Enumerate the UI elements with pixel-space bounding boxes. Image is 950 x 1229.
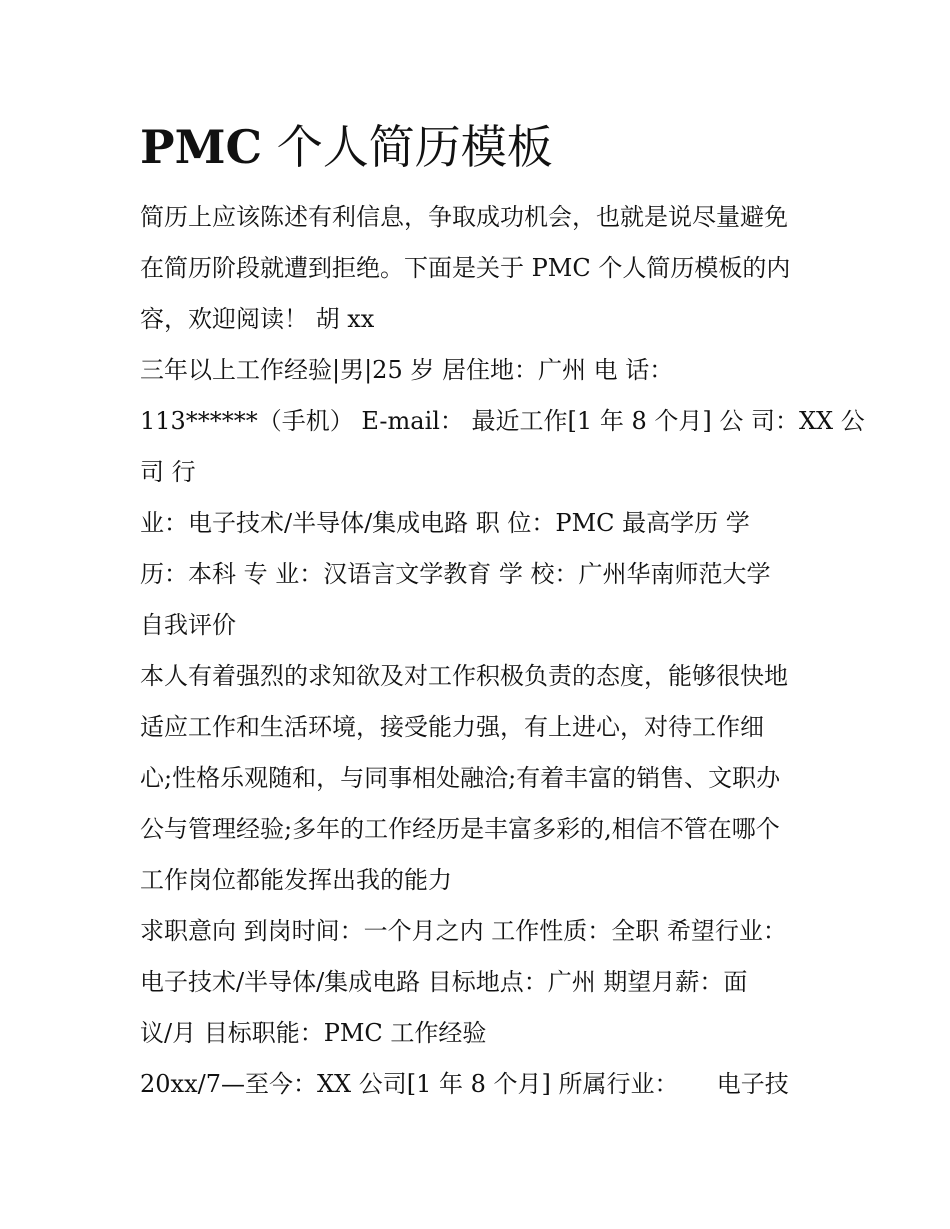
self-evaluation-line: 工作岗位都能发挥出我的能力 (140, 866, 452, 894)
basic-info-line: 三年以上工作经验|男|25 岁 居住地：广州 电 话： (140, 356, 674, 384)
education-line: 历：本科 专 业：汉语言文学教育 学 校：广州华南师范大学 (140, 560, 771, 588)
job-intention-line: 求职意向 到岗时间：一个月之内 工作性质：全职 希望行业： (140, 917, 787, 945)
document-title (140, 112, 840, 182)
work-experience-line: 20xx/7—至今：XX 公司[1 年 8 个月] 所属行业： 电子技 (140, 1070, 789, 1098)
job-intention-line: 议/月 目标职能：PMC 工作经验 (140, 1019, 487, 1047)
contact-info-line: 113******（手机） E-mail： 最近工作[1 年 8 个月] 公 司：XX 公 (140, 407, 865, 435)
job-intention-line: 电子技术/半导体/集成电路 目标地点：广州 期望月薪：面 (140, 968, 748, 996)
body-line: 简历上应该陈述有利信息，争取成功机会，也就是说尽量避免 (140, 203, 788, 231)
title-chinese-part: 个人简历模板 (262, 120, 553, 174)
self-evaluation-line: 适应工作和生活环境，接受能力强，有上进心，对待工作细 (140, 713, 764, 741)
self-evaluation-line: 公与管理经验;多年的工作经历是丰富多彩的,相信不管在哪个 (140, 815, 780, 843)
title-latin-part: PMC (140, 120, 263, 174)
document-page (140, 112, 865, 1110)
body-line: 容，欢迎阅读！ 胡 xx (140, 305, 375, 333)
body-line: 司 行 (140, 458, 196, 486)
self-evaluation-line: 心;性格乐观随和，与同事相处融洽;有着丰富的销售、文职办 (140, 764, 781, 792)
body-line: 在简历阶段就遭到拒绝。下面是关于 PMC 个人简历模板的内 (140, 254, 791, 282)
industry-position-line: 业：电子技术/半导体/集成电路 职 位：PMC 最高学历 学 (140, 509, 750, 537)
self-evaluation-heading: 自我评价 (140, 611, 236, 639)
self-evaluation-line: 本人有着强烈的求知欲及对工作积极负责的态度，能够很快地 (140, 662, 788, 690)
